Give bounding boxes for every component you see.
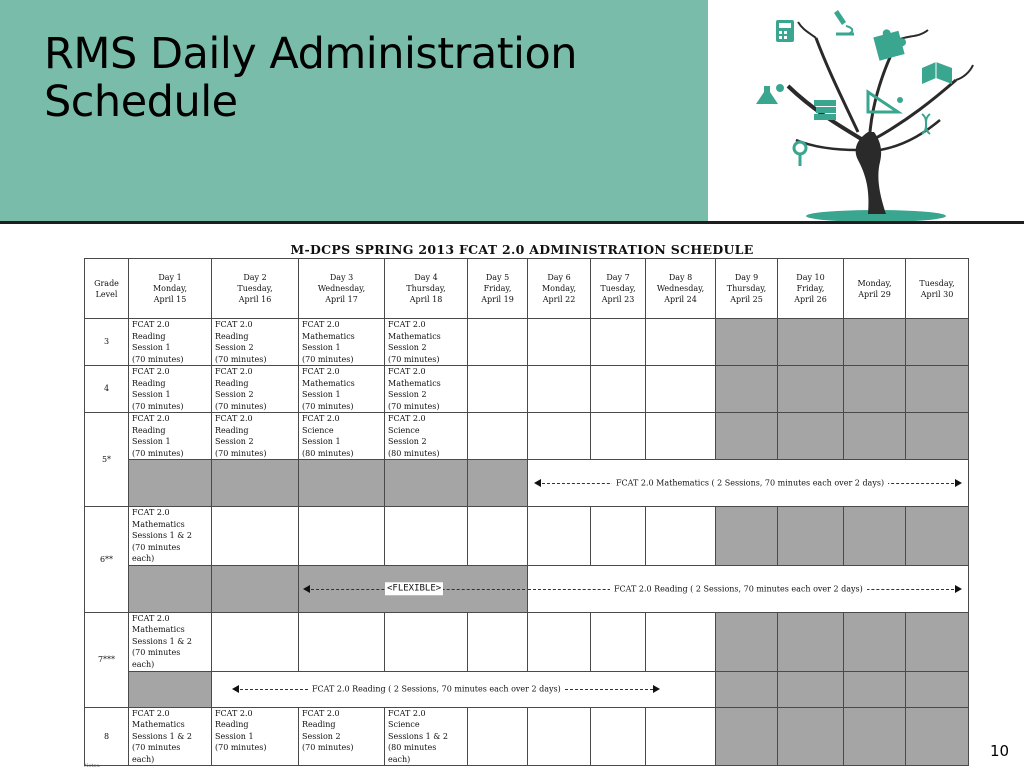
t: Science (388, 720, 420, 729)
day-header (716, 259, 778, 319)
grade-5-label: 5* (85, 413, 129, 507)
education-tree-logo (708, 0, 1024, 221)
g6-reading-span-label: FCAT 2.0 Reading ( 2 Sessions, 70 minutes each over 2 days) (610, 583, 867, 595)
shaded-cell (716, 707, 778, 766)
books-icon (814, 100, 836, 120)
t: Reading (215, 720, 249, 729)
t: (70 minutes) (215, 401, 267, 411)
t: FCAT 2.0 (215, 367, 253, 376)
t: (70 minutes (132, 743, 181, 752)
slide-title (44, 30, 577, 126)
t: Session 1 (302, 437, 341, 446)
grade-8-row (85, 707, 969, 766)
hdr: Day 2 (243, 273, 267, 282)
empty-cell (299, 612, 385, 671)
twig-2 (798, 22, 816, 38)
t: each) (132, 754, 155, 764)
empty-cell (646, 507, 716, 566)
t: (70 minutes) (302, 743, 354, 752)
hdr: Friday, (796, 284, 825, 293)
empty-cell (468, 707, 528, 766)
shaded-cell (778, 413, 844, 460)
hdr: Wednesday, (317, 284, 366, 293)
hdr: April 25 (730, 295, 763, 304)
grade-8-label: 8 (85, 707, 129, 766)
t: FCAT 2.0 (388, 320, 426, 329)
hdr: Thursday, (406, 284, 446, 293)
tree-logo-graphic (708, 0, 1024, 221)
t: Reading (215, 331, 249, 341)
t: FCAT 2.0 (215, 320, 253, 329)
shaded-cell (844, 366, 906, 413)
shaded-cell (212, 460, 299, 507)
t: FCAT 2.0 (302, 367, 340, 376)
g6-day1-cell (129, 507, 212, 566)
hdr: Monday, (152, 284, 188, 293)
hdr: April 16 (238, 295, 272, 304)
shaded-cell (906, 366, 969, 413)
shaded-cell (844, 671, 906, 707)
g4-day3-cell (299, 366, 385, 413)
empty-cell (212, 507, 299, 566)
magnifier-icon (794, 142, 806, 166)
hdr: April 18 (409, 295, 443, 304)
hdr: Friday, (483, 284, 512, 293)
g5-math-span-label: FCAT 2.0 Mathematics ( 2 Sessions, 70 minutes each over 2 days) (612, 477, 888, 489)
grade-5-row-a (85, 413, 969, 460)
empty-cell (528, 366, 591, 413)
grade-7-row-a (85, 612, 969, 671)
grade-7-row-b (85, 671, 969, 707)
day-header (591, 259, 646, 319)
t: FCAT 2.0 (388, 708, 426, 718)
hdr: April 22 (542, 295, 576, 304)
g8-day4-cell (385, 707, 468, 766)
t: FCAT 2.0 (132, 367, 170, 376)
microscope-icon (834, 10, 854, 34)
grade-4-row (85, 366, 969, 413)
hdr: April 17 (325, 295, 358, 304)
t: Sessions 1 & 2 (132, 731, 192, 741)
hdr: April 26 (794, 295, 827, 304)
t: (70 minutes) (388, 354, 440, 364)
shaded-cell (906, 507, 969, 566)
page-number: 10 (990, 742, 1010, 760)
shaded-cell (129, 565, 212, 612)
hdr: Day 8 (668, 273, 693, 282)
empty-cell (468, 366, 528, 413)
t: FCAT 2.0 (132, 508, 170, 517)
t: Session 2 (302, 731, 341, 741)
flask-icon (756, 84, 784, 104)
puzzle-icon (872, 25, 909, 60)
shaded-cell (844, 612, 906, 671)
shaded-cell (906, 612, 969, 671)
day-header (299, 259, 385, 319)
t: Mathematics (132, 519, 185, 529)
shaded-cell (129, 671, 212, 707)
empty-cell (646, 366, 716, 413)
shaded-cell (778, 707, 844, 766)
t: (70 minutes) (132, 401, 184, 411)
day-header (844, 259, 906, 319)
shaded-cell (844, 507, 906, 566)
shaded-cell (778, 507, 844, 566)
t: FCAT 2.0 (215, 708, 253, 718)
branch-right-low (880, 120, 940, 150)
grade-6-row-a (85, 507, 969, 566)
t: FCAT 2.0 (302, 708, 340, 718)
empty-cell (528, 319, 591, 366)
t: Mathematics (388, 331, 441, 341)
header-grade-1: Grade (94, 278, 119, 288)
g5-day3-cell (299, 413, 385, 460)
hdr: Day 3 (329, 273, 354, 282)
day-header (528, 259, 591, 319)
t: FCAT 2.0 (302, 414, 340, 423)
grade-5-row-b (85, 460, 969, 507)
t: Reading (215, 425, 249, 435)
t: Session 1 (132, 437, 171, 446)
grade-3-label: 3 (85, 319, 129, 366)
shaded-cell (906, 319, 969, 366)
g8-day1-cell (129, 707, 212, 766)
day-header (385, 259, 468, 319)
hdr: Day 9 (734, 273, 759, 282)
hdr: Tuesday, (919, 278, 955, 288)
shaded-cell (716, 366, 778, 413)
slide-title-line2: Schedule (44, 77, 238, 127)
t: Reading (132, 331, 166, 341)
day-header (129, 259, 212, 319)
t: FCAT 2.0 (132, 613, 170, 623)
shaded-cell (716, 507, 778, 566)
shaded-cell (129, 460, 212, 507)
empty-cell (646, 319, 716, 366)
g3-day3-cell (299, 319, 385, 366)
g7-day1-cell (129, 612, 212, 671)
empty-cell (528, 507, 591, 566)
shaded-cell (906, 413, 969, 460)
t: (70 minutes (132, 542, 181, 552)
t: (70 minutes) (302, 401, 354, 411)
t: (70 minutes (132, 648, 181, 657)
shaded-cell (716, 612, 778, 671)
t: Sessions 1 & 2 (132, 636, 192, 646)
grade-4-label: 4 (85, 366, 129, 413)
g7-reading-span-cell (212, 671, 716, 707)
t: FCAT 2.0 (132, 320, 170, 329)
schedule-table-wrap (84, 258, 968, 762)
empty-cell (468, 319, 528, 366)
empty-cell (468, 612, 528, 671)
t: each) (388, 754, 411, 764)
empty-cell (385, 507, 468, 566)
g7-reading-span-label: FCAT 2.0 Reading ( 2 Sessions, 70 minutes each over 2 days) (308, 683, 565, 695)
empty-cell (591, 507, 646, 566)
shaded-cell (468, 460, 528, 507)
hdr: Monday, (541, 284, 577, 293)
hdr: April 19 (481, 295, 514, 304)
hdr: April 29 (858, 289, 891, 299)
g6-flexible-span-cell (299, 565, 528, 612)
g8-day3-cell (299, 707, 385, 766)
t: (80 minutes) (302, 448, 354, 458)
arrow-left-icon (303, 585, 310, 593)
g5-day4-cell (385, 413, 468, 460)
t: FCAT 2.0 (215, 414, 253, 423)
empty-cell (646, 707, 716, 766)
t: Mathematics (302, 378, 355, 388)
t: Mathematics (388, 378, 441, 388)
tree-trunk (856, 132, 886, 214)
t: Session 1 (302, 390, 341, 399)
empty-cell (528, 413, 591, 460)
arrow-left-icon (232, 685, 239, 693)
empty-cell (646, 413, 716, 460)
g3-day2-cell (212, 319, 299, 366)
empty-cell (591, 319, 646, 366)
day-header (778, 259, 844, 319)
empty-cell (528, 612, 591, 671)
shaded-cell (716, 319, 778, 366)
g6-reading-span-cell (528, 565, 969, 612)
grade-6-label: 6** (85, 507, 129, 613)
g5-math-span-cell (528, 460, 969, 507)
branch-right (876, 80, 956, 138)
day-header (468, 259, 528, 319)
footnote: Notes: (84, 763, 101, 769)
grade-level-header (85, 259, 129, 319)
t: Mathematics (132, 720, 185, 729)
hdr: Thursday, (726, 284, 767, 293)
hdr: Day 6 (547, 273, 571, 282)
hdr: Tuesday, (600, 284, 636, 293)
empty-cell (212, 612, 299, 671)
shaded-cell (844, 707, 906, 766)
slide-title-line1: RMS Daily Administration (44, 29, 578, 79)
t: Session 1 (132, 343, 171, 352)
hdr: Day 1 (158, 273, 182, 282)
t: Session 1 (132, 390, 171, 399)
t: each) (132, 554, 155, 563)
day-header (646, 259, 716, 319)
shaded-cell (778, 612, 844, 671)
t: FCAT 2.0 (388, 414, 426, 423)
t: FCAT 2.0 (302, 320, 340, 329)
arrow-left-icon (534, 479, 541, 487)
day-header (212, 259, 299, 319)
header-divider (0, 221, 1024, 224)
g4-day2-cell (212, 366, 299, 413)
grade-3-row (85, 319, 969, 366)
empty-cell (385, 612, 468, 671)
grade-6-row-b (85, 565, 969, 612)
t: (80 minutes) (388, 448, 440, 458)
t: (80 minutes (388, 743, 437, 752)
t: FCAT 2.0 (132, 708, 170, 718)
shaded-cell (716, 671, 778, 707)
t: FCAT 2.0 (132, 414, 170, 423)
shaded-cell (844, 413, 906, 460)
empty-cell (591, 707, 646, 766)
t: Session 1 (302, 343, 341, 352)
t: Reading (302, 720, 336, 729)
hdr: Day 5 (485, 273, 510, 282)
shaded-cell (716, 413, 778, 460)
t: Session 2 (215, 437, 254, 446)
hdr: April 23 (601, 295, 635, 304)
shaded-cell (778, 671, 844, 707)
empty-cell (468, 413, 528, 460)
shaded-cell (299, 460, 385, 507)
g4-day4-cell (385, 366, 468, 413)
flexible-label: <FLEXIBLE> (385, 582, 443, 596)
hdr: April 15 (153, 295, 187, 304)
header-row (85, 259, 969, 319)
t: FCAT 2.0 (388, 367, 426, 376)
schedule-title (0, 242, 1024, 257)
hdr: Wednesday, (656, 284, 705, 293)
g3-day4-cell (385, 319, 468, 366)
shaded-cell (844, 319, 906, 366)
day-header (906, 259, 969, 319)
schedule-title-text: M-DCPS SPRING 2013 FCAT 2.0 ADMINISTRATION SCHEDULE (290, 242, 754, 257)
arrow-right-icon (653, 685, 660, 693)
empty-cell (468, 507, 528, 566)
t: Sessions 1 & 2 (388, 731, 448, 741)
empty-cell (591, 612, 646, 671)
t: Sessions 1 & 2 (132, 531, 192, 540)
header-grade-2: Level (95, 289, 118, 299)
hdr: Tuesday, (237, 284, 273, 293)
g3-day1-cell (129, 319, 212, 366)
t: Reading (132, 378, 166, 388)
t: Science (388, 425, 420, 435)
shaded-cell (906, 671, 969, 707)
empty-cell (591, 413, 646, 460)
t: (70 minutes) (215, 448, 267, 458)
g5-day1-cell (129, 413, 212, 460)
hdr: Day 7 (606, 273, 630, 282)
hdr: Day 4 (414, 273, 438, 282)
g4-day1-cell (129, 366, 212, 413)
t: (70 minutes) (388, 401, 440, 411)
t: (70 minutes) (215, 743, 267, 752)
empty-cell (591, 366, 646, 413)
t: Science (302, 425, 334, 435)
t: Session 2 (215, 390, 254, 399)
hdr: April 30 (920, 289, 954, 299)
t: Session 1 (215, 731, 254, 741)
schedule-table (84, 258, 969, 766)
t: (70 minutes) (132, 354, 184, 364)
t: Reading (215, 378, 249, 388)
t: each) (132, 659, 155, 669)
t: Session 2 (388, 390, 427, 399)
hdr: Day 10 (796, 273, 825, 282)
t: Session 2 (388, 343, 427, 352)
shaded-cell (778, 319, 844, 366)
t: Session 2 (215, 343, 254, 352)
empty-cell (299, 507, 385, 566)
empty-cell (528, 707, 591, 766)
t: (70 minutes) (215, 354, 267, 364)
shaded-cell (385, 460, 468, 507)
arrow-right-icon (955, 585, 962, 593)
hdr: Monday, (857, 278, 892, 288)
t: Mathematics (132, 625, 185, 634)
arrow-right-icon (955, 479, 962, 487)
t: (70 minutes) (302, 354, 354, 364)
g5-day2-cell (212, 413, 299, 460)
t: Mathematics (302, 331, 355, 341)
shaded-cell (212, 565, 299, 612)
shaded-cell (906, 707, 969, 766)
shaded-cell (778, 366, 844, 413)
hdr: April 24 (664, 295, 697, 304)
t: (70 minutes) (132, 448, 184, 458)
twig-3 (956, 65, 973, 80)
empty-cell (646, 612, 716, 671)
book-icon (922, 62, 952, 84)
t: Reading (132, 425, 166, 435)
grade-7-label: 7*** (85, 612, 129, 707)
calculator-icon (776, 20, 794, 42)
g8-day2-cell (212, 707, 299, 766)
t: Session 2 (388, 437, 427, 446)
